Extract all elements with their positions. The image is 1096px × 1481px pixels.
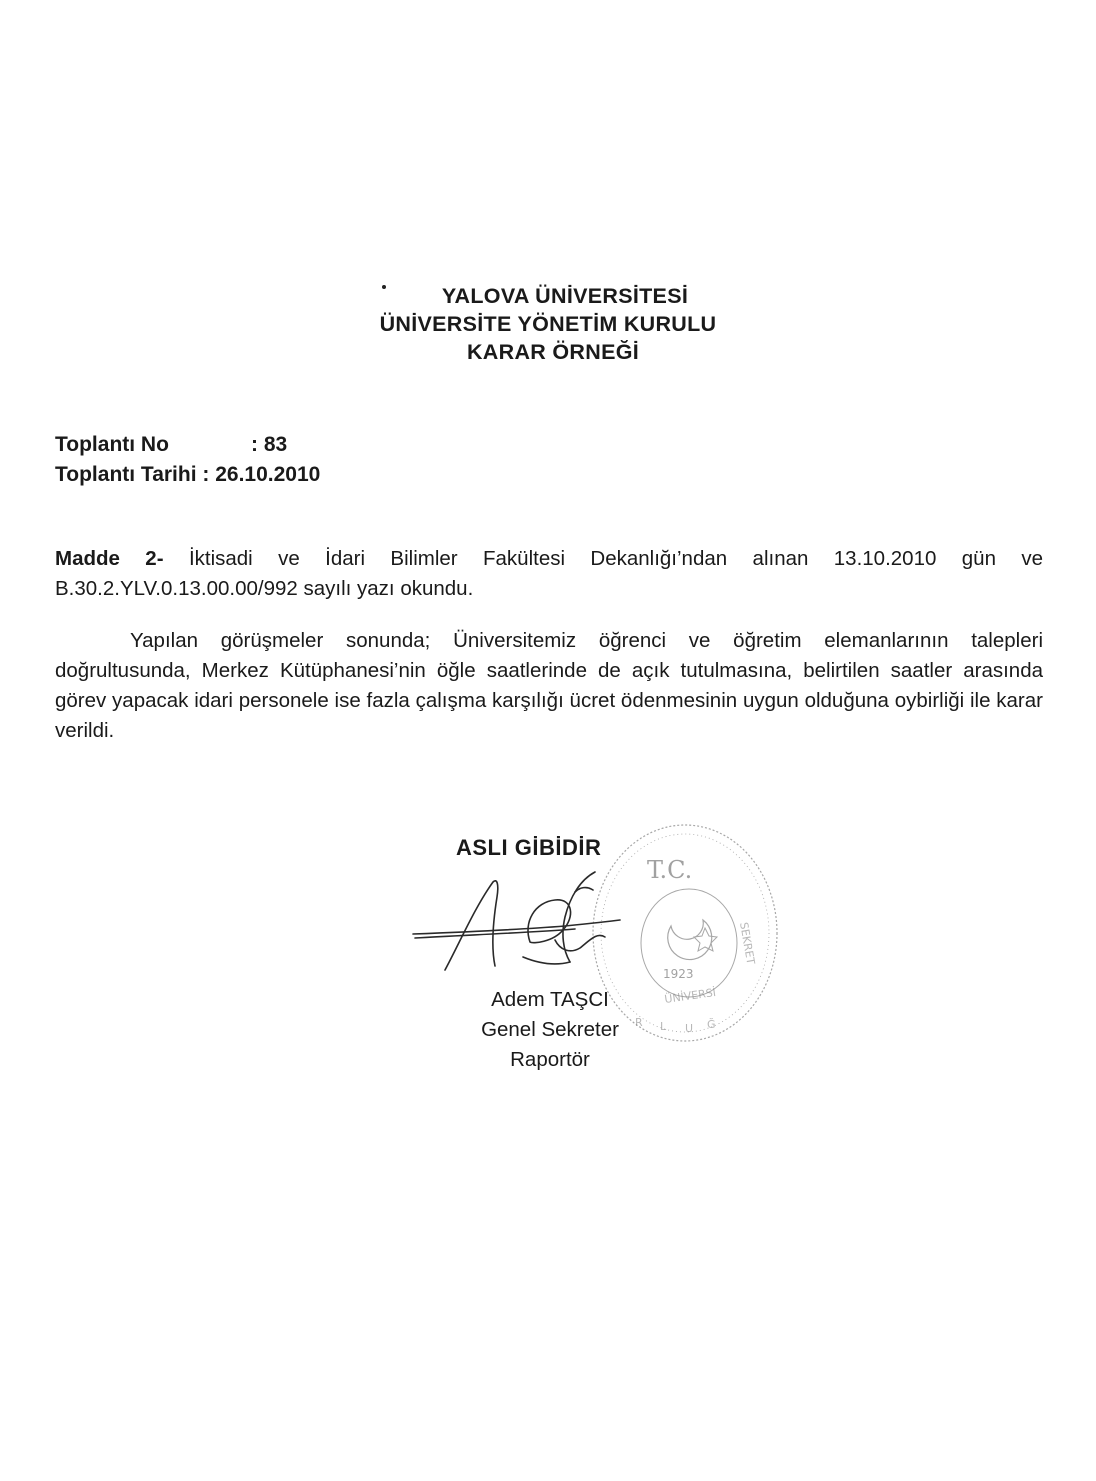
svg-text:U: U [685, 1022, 694, 1035]
document-header [0, 282, 1096, 366]
meeting-date-row [55, 460, 320, 490]
svg-text:SEKRET: SEKRET [737, 921, 758, 966]
seal-year: 1923 [663, 967, 694, 981]
svg-text:R: R [635, 1016, 643, 1029]
certified-copy-label: ASLI GİBİDİR [456, 835, 602, 860]
signer-block [440, 985, 660, 1075]
meeting-date-label: Toplantı Tarihi [55, 463, 197, 486]
decision-text: Yapılan görüşmeler sonunda; Üniversitemiz öğrenci ve öğretim elemanlarının talepleri doğrultusunda, Merkez Kütüphanesi’nin öğle saatlerinde de açık tutulmasına, belirtilen saatler arasında görev yapacak idari personele ise fazla çalışma karşılığı ücret ödenmesinin uygun olduğuna oybirliği ile karar verildi. [55, 629, 1043, 742]
article-heading: Madde 2- [55, 547, 164, 570]
svg-text:ÜNİVERSİ: ÜNİVERSİ [663, 985, 717, 1006]
meeting-number-label: Toplantı No [55, 433, 169, 456]
seal-top-text: T.C. [647, 856, 693, 884]
handwritten-signature [405, 862, 635, 982]
article-text: İktisadi ve İdari Bilimler Fakültesi Dekanlığı’ndan alınan 13.10.2010 gün ve B.30.2.YLV.0.13.00.00/992 sayılı yazı okundu. [55, 547, 1044, 600]
document-type: KARAR ÖRNEĞİ [466, 340, 640, 364]
decision-paragraph [55, 626, 1043, 746]
signer-title: Genel Sekreter [481, 1018, 619, 1041]
board-name: ÜNİVERSİTE YÖNETİM KURULU [379, 312, 717, 336]
meeting-info [55, 430, 320, 490]
university-name: YALOVA ÜNİVERSİTESİ [441, 284, 689, 308]
meeting-number-row [55, 430, 320, 460]
article-paragraph [55, 544, 1043, 604]
meeting-date-value: : 26.10.2010 [202, 463, 321, 486]
svg-text:Ğ: Ğ [707, 1018, 716, 1031]
svg-text:L: L [660, 1020, 667, 1033]
meeting-number-value: : 83 [251, 433, 288, 456]
signer-role: Raportör [510, 1048, 590, 1071]
signer-name: Adem TAŞCI [491, 988, 609, 1011]
